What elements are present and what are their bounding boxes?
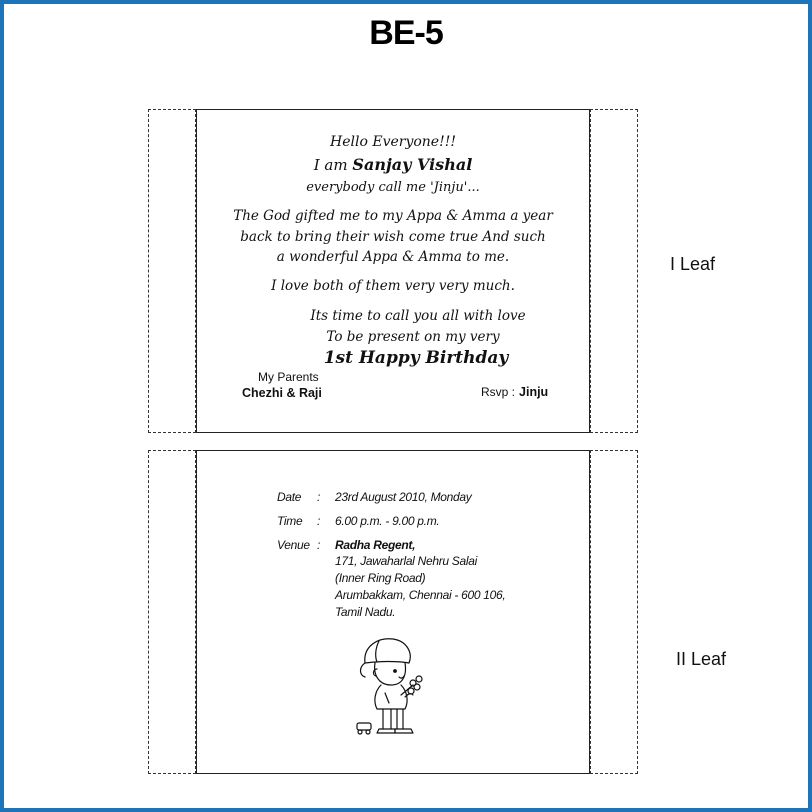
left-flap — [148, 109, 196, 433]
leaf-two-label: II Leaf — [676, 649, 727, 669]
venue-address-1: 171, Jawaharlal Nehru Salai — [335, 554, 477, 568]
venue-label: Venue — [277, 538, 310, 552]
venue-address-2: (Inner Ring Road) — [335, 571, 426, 585]
venue-colon: : — [317, 538, 321, 552]
date-label: Date — [277, 490, 302, 504]
boy-illustration — [355, 633, 441, 741]
right-flap — [590, 109, 638, 433]
leaf-one-label: I Leaf — [670, 254, 716, 274]
left-flap — [148, 450, 196, 774]
iam-prefix: I am — [313, 156, 348, 174]
time-label: Time — [277, 514, 303, 528]
time-value: 6.00 p.m. - 9.00 p.m. — [335, 514, 440, 528]
message-line-3: a wonderful Appa & Amma to me. — [276, 249, 510, 265]
date-value: 23rd August 2010, Monday — [335, 490, 472, 504]
venue-address-3: Arumbakkam, Chennai - 600 106, — [335, 588, 506, 602]
parents-label: My Parents — [258, 370, 319, 384]
date-colon: : — [317, 490, 321, 504]
venue-name: Radha Regent, — [335, 538, 416, 552]
nickname-line: everybody call me 'Jinju'... — [306, 180, 480, 195]
greeting-line: Hello Everyone!!! — [330, 134, 456, 150]
rsvp-block — [481, 383, 548, 401]
invite-line-2: To be present on my very — [326, 329, 500, 345]
rsvp-label: Rsvp : — [481, 385, 516, 399]
message-line-2: back to bring their wish come true And such — [240, 229, 546, 245]
love-line: I love both of them very very much. — [271, 278, 515, 294]
venue-address-4: Tamil Nadu. — [335, 605, 396, 619]
right-flap — [590, 450, 638, 774]
birthday-line: 1st Happy Birthday — [323, 348, 509, 368]
card-panel — [196, 450, 590, 774]
leaf-two — [148, 450, 638, 774]
message-line-1: The God gifted me to my Appa & Amma a year — [233, 208, 553, 224]
name-line — [197, 155, 589, 174]
leaf-one — [148, 109, 638, 433]
rsvp-name: Jinju — [519, 385, 549, 399]
child-name: Sanjay Vishal — [352, 155, 473, 174]
invite-line-1: Its time to call you all with love — [310, 308, 526, 324]
card-panel — [196, 109, 590, 433]
page-title: BE-5 — [369, 14, 443, 52]
parents-names: Chezhi & Raji — [242, 386, 322, 400]
time-colon: : — [317, 514, 321, 528]
